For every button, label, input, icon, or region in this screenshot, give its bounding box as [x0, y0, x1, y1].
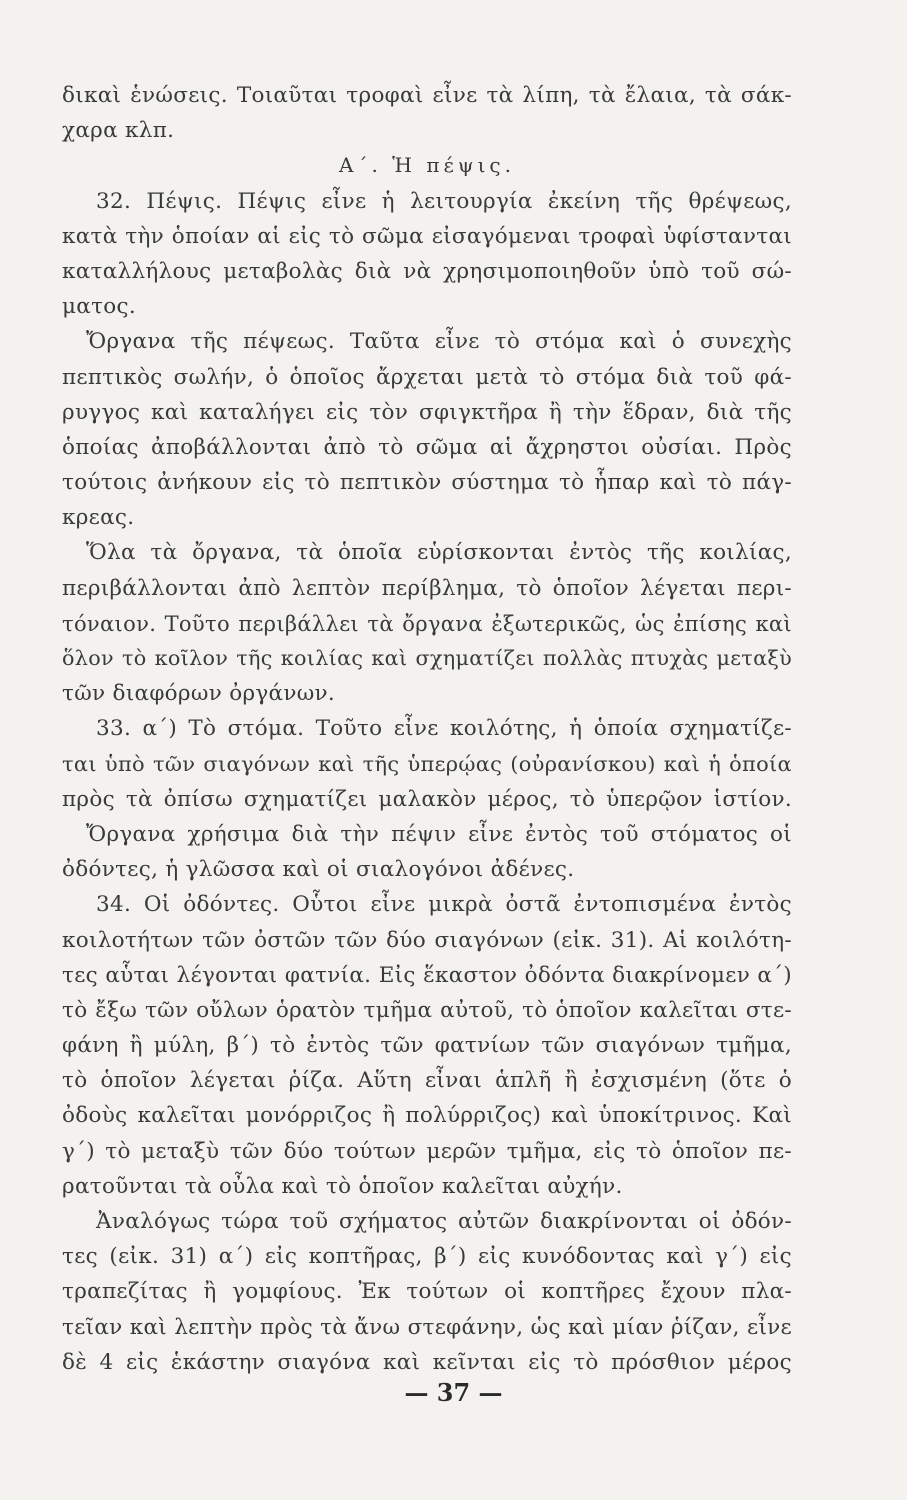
- text-line: κοιλοτήτων τῶν ὀστῶν τῶν δύο σιαγόνων (εἰκ. 31). Αἱ κοιλότη-: [62, 927, 792, 953]
- text-line: ὁποίας ἀποβάλλονται ἀπὸ τὸ σῶμα αἱ ἄχρηστοι οὐσίαι. Πρὸς: [62, 434, 792, 460]
- text-line: δὲ 4 εἰς ἑκάστην σιαγόνα καὶ κεῖνται εἰς τὸ πρόσθιον μέρος: [62, 1349, 792, 1375]
- text-line: 32. Πέψις. Πέψις εἶνε ἡ λειτουργία ἐκείνη τῆς θρέψεως,: [96, 188, 792, 214]
- section-heading: Α΄. Ἡ πέψις.: [339, 153, 515, 178]
- text-line: ρατοῦνται τὰ οὖλα καὶ τὸ ὁποῖον καλεῖται αὐχήν.: [62, 1173, 623, 1199]
- text-line: κρεας.: [62, 505, 135, 531]
- text-line: ματος.: [62, 294, 137, 320]
- text-line: 34. Οἱ ὀδόντες. Οὗτοι εἶνε μικρὰ ὀστᾶ ἐντοπισμένα ἐντὸς: [96, 892, 792, 918]
- text-line: ται ὑπὸ τῶν σιαγόνων καὶ τῆς ὑπερῴας (οὐρανίσκου) καὶ ἡ ὁποία: [62, 751, 792, 776]
- text-line: ὀδοὺς καλεῖται μονόρριζος ἢ πολύρριζος) καὶ ὑποκίτρινος. Καὶ: [62, 1103, 792, 1129]
- text-line: 33. α΄) Τὸ στόμα. Τοῦτο εἶνε κοιλότης, ἡ ὁποία σχηματίζε-: [96, 716, 792, 742]
- text-line: πεπτικὸς σωλήν, ὁ ὁποῖος ἄρχεται μετὰ τὸ στόμα διὰ τοῦ φά-: [62, 364, 792, 390]
- text-line: τεῖαν καὶ λεπτὴν πρὸς τὰ ἄνω στεφάνην, ὡς καὶ μίαν ῥίζαν, εἶνε: [62, 1314, 792, 1340]
- text-line: ρυγγος καὶ καταλήγει εἰς τὸν σφιγκτῆρα ἢ τὴν ἕδραν, διὰ τῆς: [62, 399, 792, 425]
- text-line: τούτοις ἀνήκουν εἰς τὸ πεπτικὸν σύστημα τὸ ἧπαρ καὶ τὸ πάγ-: [62, 470, 792, 496]
- text-line: Ὄργανα χρήσιμα διὰ τὴν πέψιν εἶνε ἐντὸς τοῦ στόματος οἱ: [86, 821, 792, 847]
- text-line: τόναιον. Τοῦτο περιβάλλει τὰ ὄργανα ἐξωτερικῶς, ὡς ἐπίσης καὶ: [62, 610, 792, 636]
- text-line: τραπεζίτας ἢ γομφίους. Ἐκ τούτων οἱ κοπτῆρες ἔχουν πλα-: [62, 1279, 792, 1305]
- text-line: τες (εἰκ. 31) α΄) εἰς κοπτῆρας, β΄) εἰς κυνόδοντας καὶ γ΄) εἰς: [62, 1244, 792, 1270]
- text-line: ὅλον τὸ κοῖλον τῆς κοιλίας καὶ σχηματίζει πολλὰς πτυχὰς μεταξὺ: [62, 646, 792, 670]
- page-number: — 37 —: [404, 1378, 503, 1407]
- text-line: καταλλήλους μεταβολὰς διὰ νὰ χρησιμοποιηθοῦν ὑπὸ τοῦ σώ-: [62, 258, 792, 284]
- text-line: δικαὶ ἑνώσεις. Τοιαῦται τροφαὶ εἶνε τὰ λίπη, τὰ ἔλαια, τὰ σάκ-: [62, 83, 792, 108]
- text-line: τὸ ἔξω τῶν οὔλων ὁρατὸν τμῆμα αὐτοῦ, τὸ ὁποῖον καλεῖται στε-: [62, 997, 792, 1023]
- text-line: τῶν διαφόρων ὀργάνων.: [62, 681, 336, 707]
- text-line: φάνη ἢ μύλη, β΄) τὸ ἐντὸς τῶν φατνίων τῶν σιαγόνων τμῆμα,: [62, 1033, 792, 1059]
- text-line: τες αὗται λέγονται φατνία. Εἰς ἕκαστον ὀδόντα διακρίνομεν α΄): [62, 962, 792, 988]
- body-text: [62, 78, 792, 1380]
- text-line: κατὰ τὴν ὁποίαν αἱ εἰς τὸ σῶμα εἰσαγόμεναι τροφαὶ ὑφίστανται: [62, 223, 792, 249]
- text-line: περιβάλλονται ἀπὸ λεπτὸν περίβλημα, τὸ ὁποῖον λέγεται περι-: [62, 575, 792, 601]
- text-line: γ΄) τὸ μεταξὺ τῶν δύο τούτων μερῶν τμῆμα, εἰς τὸ ὁποῖον πε-: [62, 1138, 792, 1164]
- text-line: τὸ ὁποῖον λέγεται ῥίζα. Αὕτη εἶναι ἁπλῆ ἢ ἐσχισμένη (ὅτε ὁ: [62, 1068, 792, 1094]
- text-line: ὀδόντες, ἡ γλῶσσα καὶ οἱ σιαλογόνοι ἀδένες.: [62, 857, 575, 883]
- text-line: Ἀναλόγως τώρα τοῦ σχήματος αὐτῶν διακρίνονται οἱ ὀδόν-: [96, 1209, 792, 1234]
- text-line: χαρα κλπ.: [62, 118, 175, 144]
- text-line: πρὸς τὰ ὀπίσω σχηματίζει μαλακὸν μέρος, τὸ ὑπερῷον ἱστίον.: [62, 786, 792, 812]
- text-line: Ὄργανα τῆς πέψεως. Ταῦτα εἶνε τὸ στόμα καὶ ὁ συνεχὴς: [86, 329, 792, 355]
- text-line: Ὅλα τὰ ὄργανα, τὰ ὁποῖα εὑρίσκονται ἐντὸς τῆς κοιλίας,: [86, 540, 792, 566]
